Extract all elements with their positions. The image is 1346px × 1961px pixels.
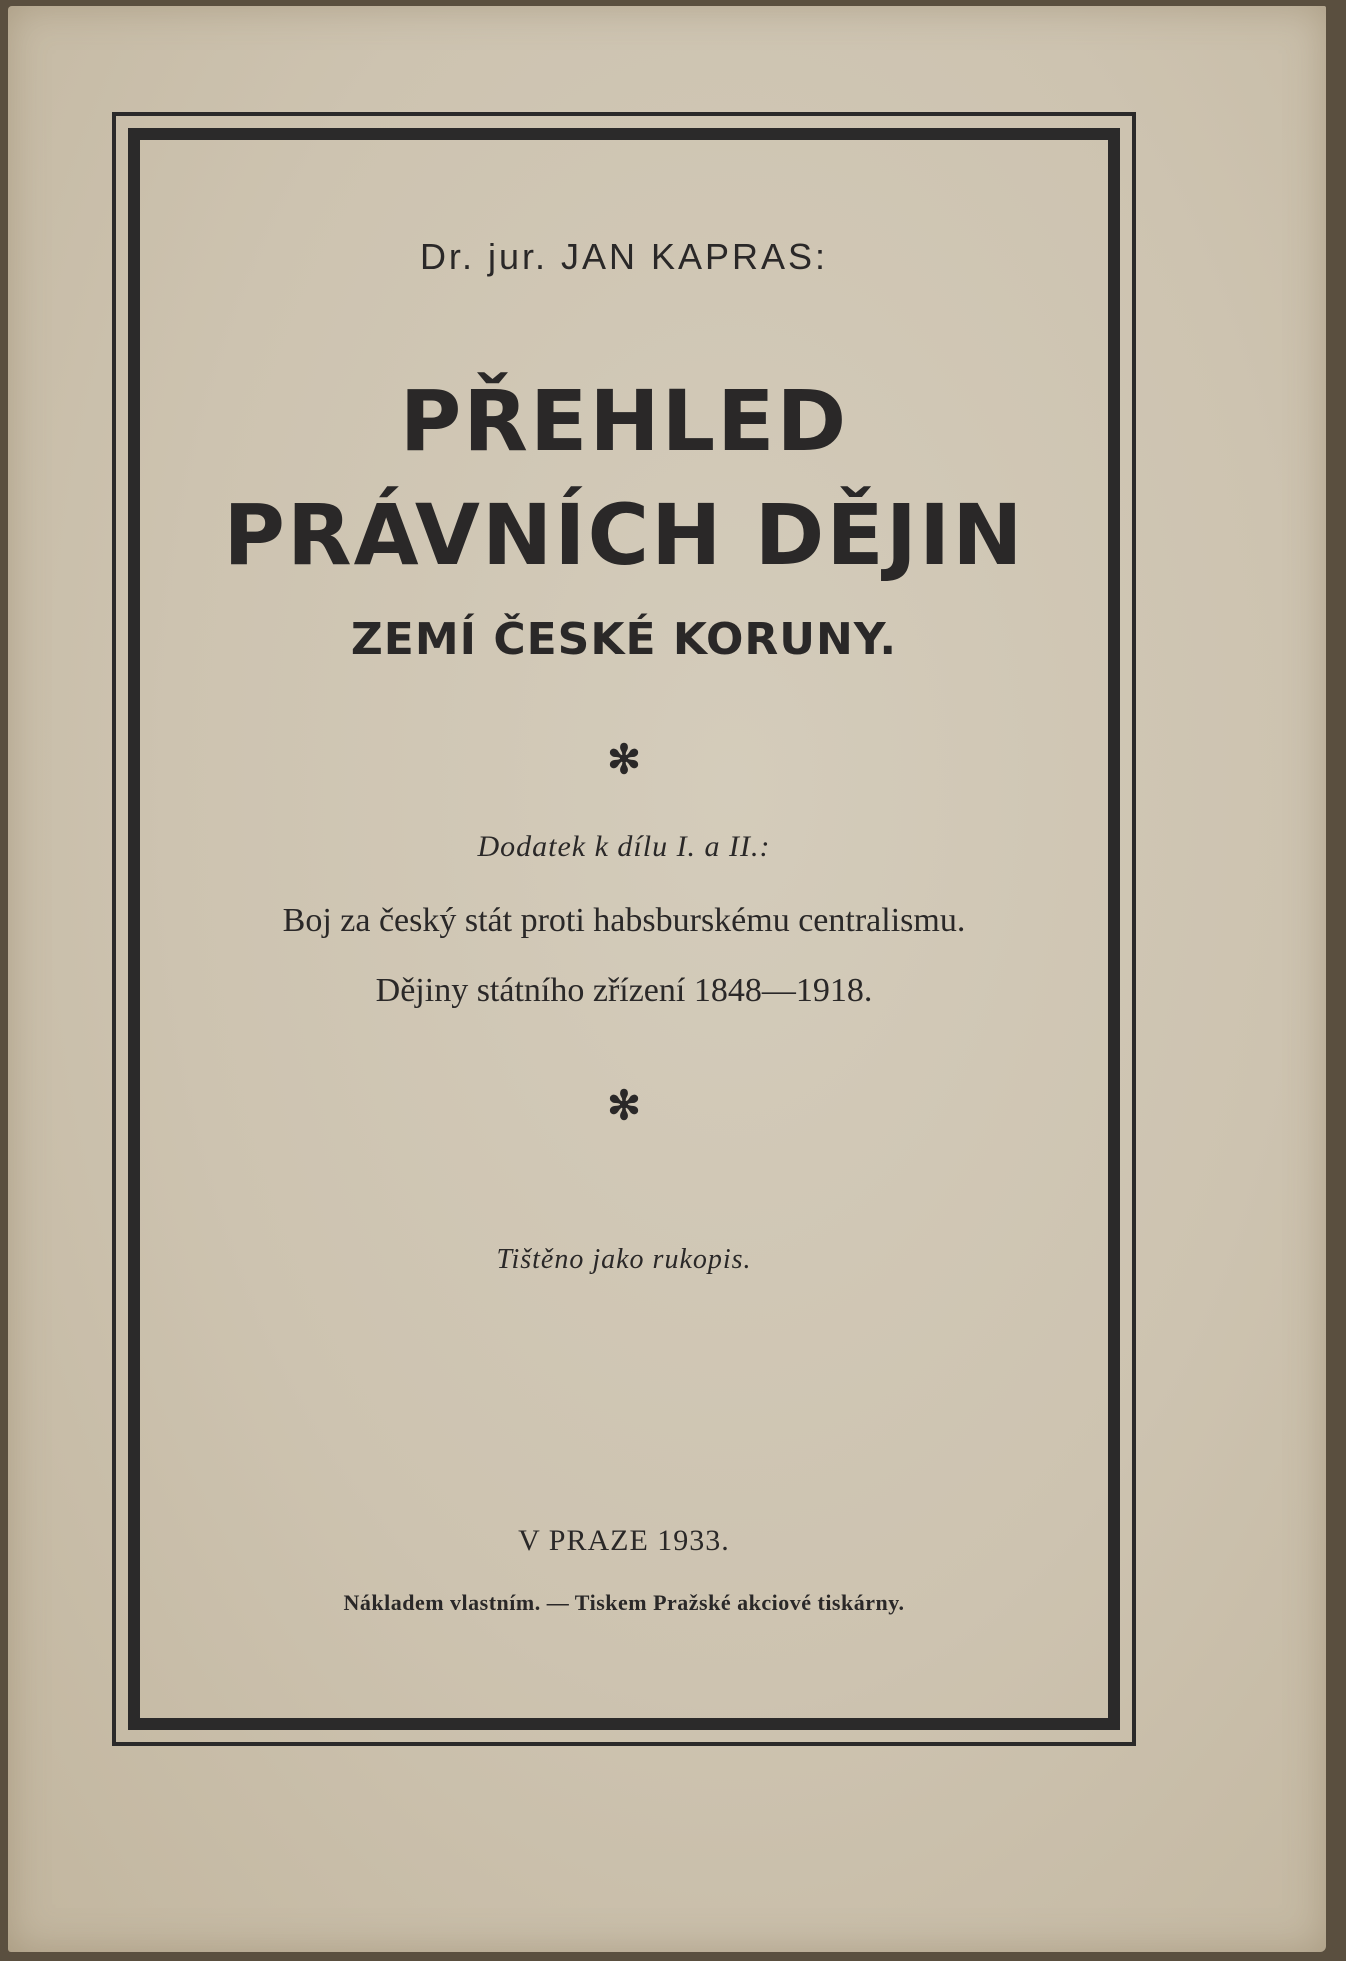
subtitle-line-2: Dějiny státního zřízení 1848—1918. xyxy=(375,972,873,1009)
title-line-2: PRÁVNÍCH DĚJIN xyxy=(223,486,1025,584)
subtitle-line-1: Boj za český stát proti habsburskému centralismu. xyxy=(282,902,966,939)
ornament-star-top: ✻ xyxy=(607,737,641,782)
place-and-year: V PRAZE 1933. xyxy=(518,1524,730,1557)
title-line-1: PŘEHLED xyxy=(399,372,849,470)
title-line-3: ZEMÍ ČESKÉ KORUNY. xyxy=(350,614,898,665)
print-note: Tištěno jako rukopis. xyxy=(496,1244,752,1275)
author-name: Dr. jur. JAN KAPRAS: xyxy=(419,236,829,277)
ornament-star-bottom: ✻ xyxy=(607,1083,641,1128)
supplement-note: Dodatek k dílu I. a II.: xyxy=(477,830,771,863)
publisher-imprint: Nákladem vlastním. — Tiskem Pražské akciové tiskárny. xyxy=(343,1590,905,1615)
